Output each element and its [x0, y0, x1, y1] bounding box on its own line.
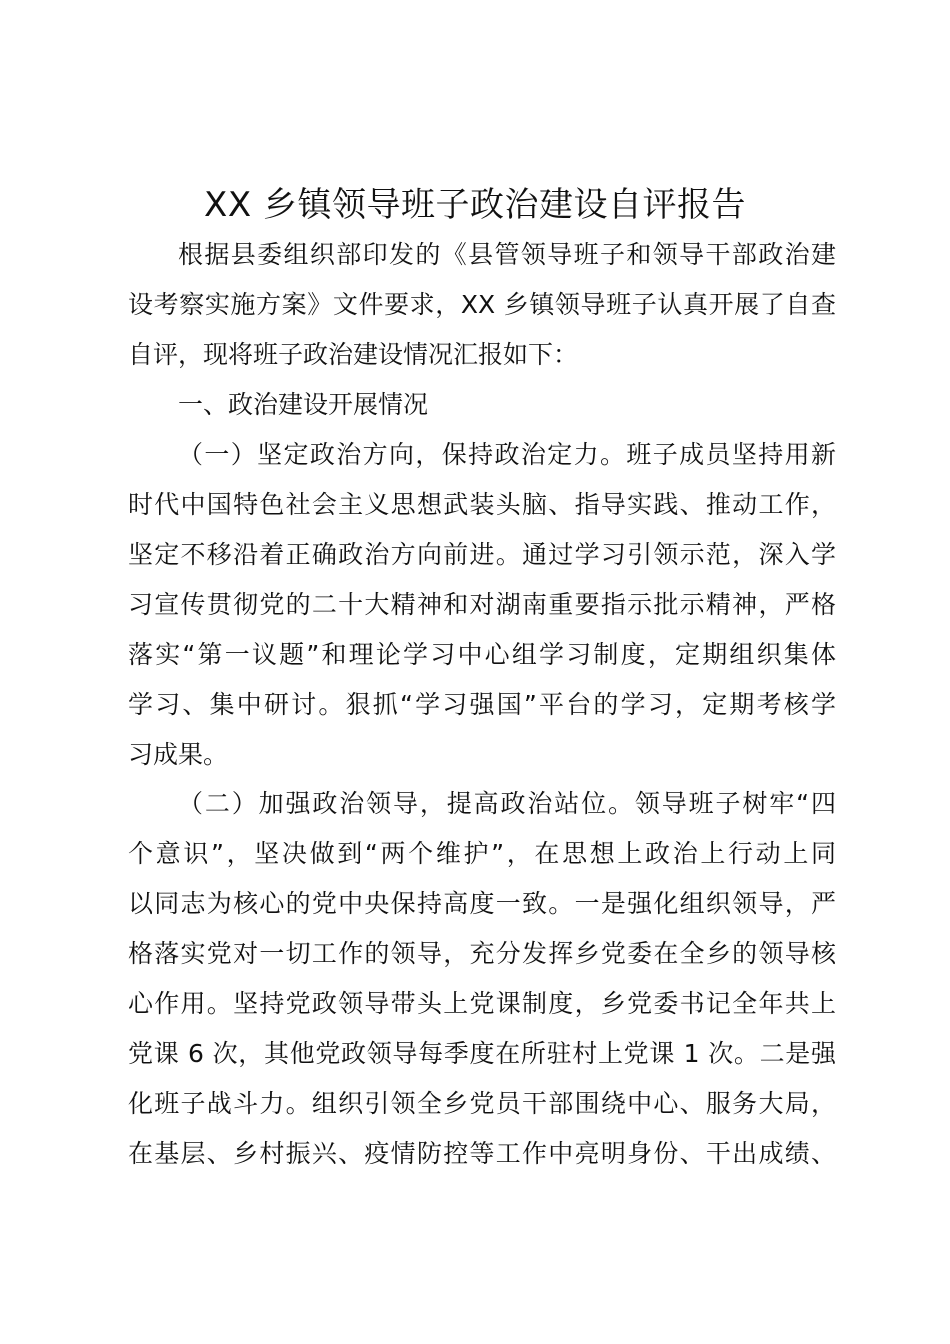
- paragraph-political-direction: [128, 430, 836, 780]
- text-line: 在基层、乡村振兴、疫情防控等工作中亮明身份、干出成绩、: [128, 1139, 836, 1168]
- text-line: （二）加强政治领导，提高政治站位。领导班子树牢“四: [178, 789, 836, 818]
- section-heading: [128, 380, 836, 430]
- text-line: 根据县委组织部印发的《县管领导班子和领导干部政治建: [178, 240, 836, 269]
- text-line: 党课 6 次，其他党政领导每季度在所驻村上党课 1 次。二是强: [128, 1039, 836, 1068]
- text-line: 习成果。: [128, 740, 229, 769]
- text-line: 习宣传贯彻党的二十大精神和对湖南重要指示批示精神，严格: [128, 590, 836, 619]
- text-line: 设考察实施方案》文件要求，XX 乡镇领导班子认真开展了自查: [128, 290, 836, 319]
- text-line: 学习、集中研讨。狠抓“学习强国”平台的学习，定期考核学: [128, 690, 836, 719]
- intro-paragraph: [128, 230, 836, 380]
- text-line: 落实“第一议题”和理论学习中心组学习制度，定期组织集体: [128, 640, 836, 669]
- text-line: 心作用。坚持党政领导带头上党课制度，乡党委书记全年共上: [128, 989, 836, 1018]
- text-line: 时代中国特色社会主义思想武装头脑、指导实践、推动工作，: [128, 490, 836, 519]
- text-line: 格落实党对一切工作的领导，充分发挥乡党委在全乡的领导核: [128, 939, 836, 968]
- text-line: （一）坚定政治方向，保持政治定力。班子成员坚持用新: [178, 440, 836, 469]
- text-line: 以同志为核心的党中央保持高度一致。一是强化组织领导，严: [128, 889, 836, 918]
- section-heading-text: 一、政治建设开展情况: [178, 390, 429, 419]
- text-line: 自评，现将班子政治建设情况汇报如下：: [128, 340, 579, 369]
- text-line: 坚定不移沿着正确政治方向前进。通过学习引领示范，深入学: [128, 540, 836, 569]
- text-line: 个意识”，坚决做到“两个维护”，在思想上政治上行动上同: [128, 839, 836, 868]
- document-title: XX 乡镇领导班子政治建设自评报告: [204, 185, 746, 225]
- text-line: 化班子战斗力。组织引领全乡党员干部围绕中心、服务大局，: [128, 1089, 836, 1118]
- paragraph-political-leadership: [128, 779, 836, 1179]
